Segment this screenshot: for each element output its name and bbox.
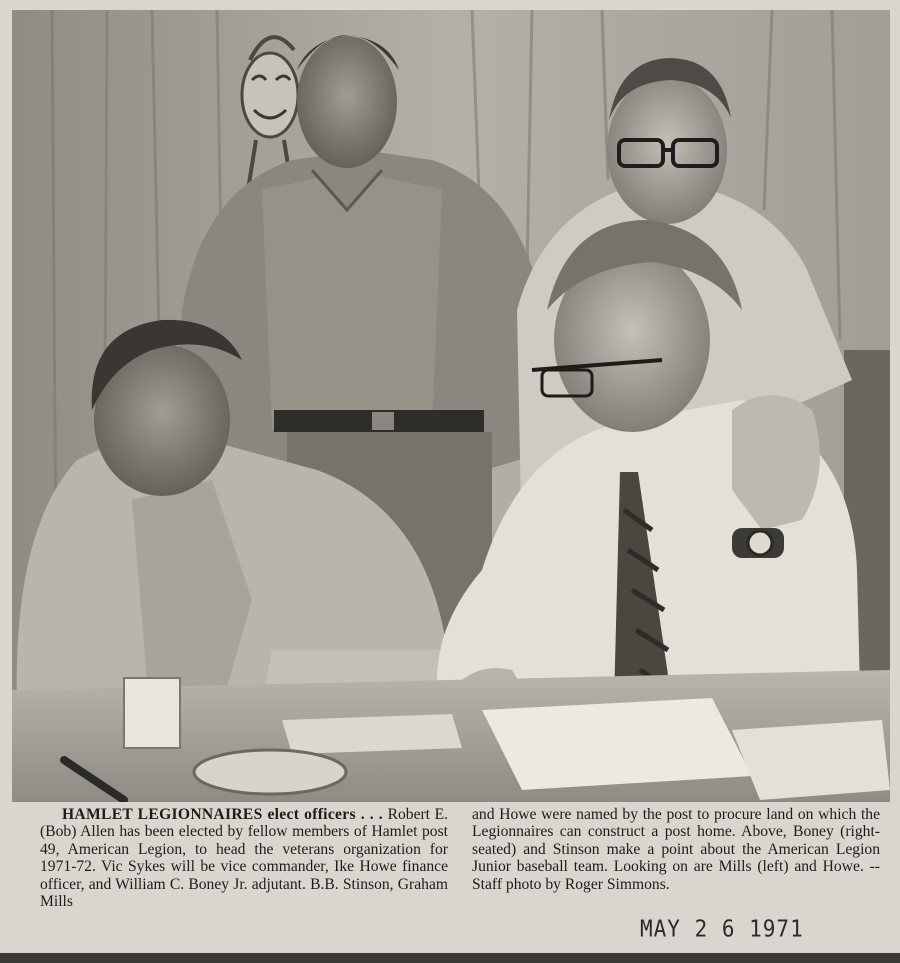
date-stamp: MAY 2 6 1971 xyxy=(640,916,804,942)
paper-cup xyxy=(124,678,180,748)
photo-illustration xyxy=(12,10,890,802)
news-photo xyxy=(12,10,890,802)
papers-left xyxy=(282,714,462,754)
caption-text-left: Robert E. (Bob) Allen has been elected by fellow members of Hamlet post 49, American Legion, to head the veterans organization for 1971-72. Vic Sykes will be vice commander, Ike Howe finance officer, and William C. Boney Jr. adjutant. B.B. Stinson, Graham Mills xyxy=(40,806,448,911)
caption-column-right: and Howe were named by the post to procure land on which the Legionnaires can construct a post home. Above, Boney (right- seated) and Stinson make a point about the American Legion Junior baseball team. Looking on are Mills (left) and Howe. -- Staff photo by Roger Simmons. xyxy=(472,806,880,893)
caption-column-left xyxy=(40,806,448,946)
papers-right xyxy=(732,720,890,800)
ashtray xyxy=(194,750,346,794)
caption-headline: HAMLET LEGIONNAIRES elect officers . . . xyxy=(62,806,384,823)
scan-border xyxy=(0,953,900,963)
papers xyxy=(482,698,752,790)
